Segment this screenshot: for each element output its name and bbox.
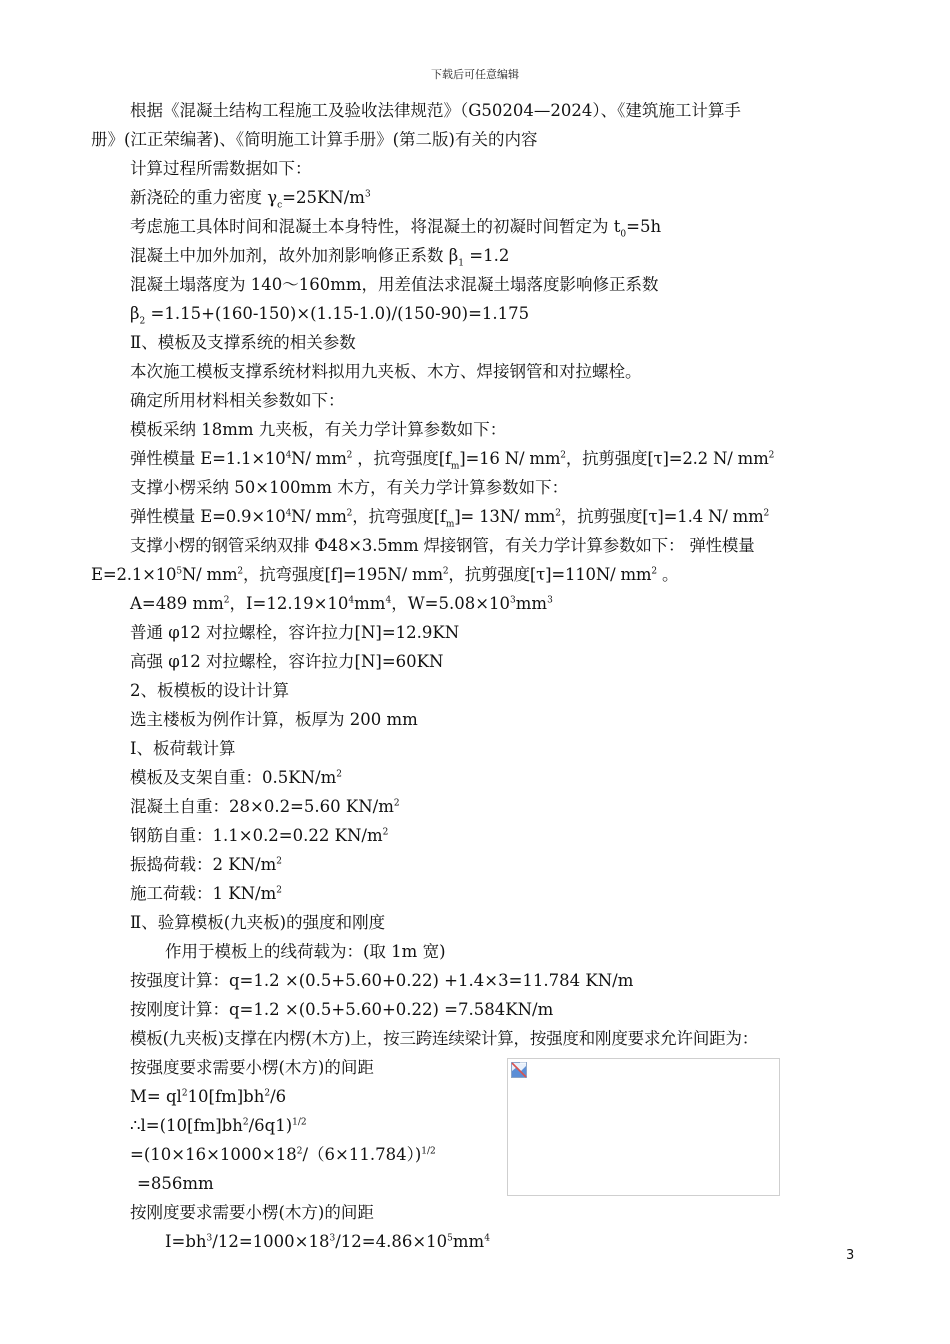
superscript: 4 — [285, 450, 292, 461]
image-placeholder — [507, 1058, 780, 1196]
paragraph-line: 高强 φ12 对拉螺栓，容许拉力[N]=60KN — [130, 652, 444, 671]
subscript: 2 — [139, 316, 146, 327]
text-run: mm — [354, 594, 386, 613]
superscript: 3 — [364, 189, 371, 200]
text-run: ，抗剪强度[τ]=110N/ mm — [448, 565, 652, 584]
superscript: 4 — [285, 508, 292, 519]
text-run: 考虑施工具体时间和混凝土本身特性，将混凝土的初凝时间暂定为 t — [130, 217, 621, 236]
section-heading: Ⅱ、验算模板(九夹板)的强度和刚度 — [130, 913, 386, 932]
text-run: /6q1) — [248, 1116, 293, 1135]
superscript: 2 — [242, 1117, 249, 1128]
paragraph-line — [91, 241, 871, 270]
text-run: ，抗弯强度[f]=195N/ mm — [242, 565, 443, 584]
text-run: ]=16 N/ mm — [459, 449, 561, 468]
superscript: 3 — [510, 595, 516, 606]
superscript: 2 — [276, 856, 282, 867]
text-run: 钢筋自重：1.1×0.2=0.22 KN/m — [130, 826, 383, 845]
paragraph-line — [91, 589, 871, 618]
text-run: /6 — [270, 1087, 287, 1106]
text-run: /12=1000×18 — [212, 1232, 330, 1251]
paragraph-line: 按刚度计算：q=1.2 ×(0.5+5.60+0.22) =7.584KN/m — [130, 1000, 554, 1019]
text-run: ∴l=(10[fm]bh — [130, 1116, 243, 1135]
paragraph-line — [91, 560, 871, 589]
text-run: A=489 mm — [130, 594, 224, 613]
text-run: mm — [452, 1232, 485, 1251]
superscript: 4 — [385, 595, 392, 606]
paragraph-line — [91, 183, 871, 212]
superscript: 2 — [393, 798, 400, 809]
paragraph-line: 确定所用材料相关参数如下： — [130, 391, 345, 410]
paragraph-line: 混凝土塌落度为 140～160mm，用差值法求混凝土塌落度影响修正系数 — [130, 275, 659, 294]
superscript: 3 — [547, 595, 553, 606]
superscript: 1/2 — [292, 1117, 307, 1128]
superscript: 2 — [276, 885, 282, 896]
superscript: 2 — [346, 450, 353, 461]
paragraph-line: 按刚度要求需要小楞(木方)的间距 — [130, 1203, 374, 1222]
superscript: 2 — [555, 508, 561, 519]
text-run: 弹性模量 E=1.1×10 — [130, 449, 286, 468]
paragraph-line: 支撑小楞的钢管采纳双排 Φ48×3.5mm 焊接钢管，有关力学计算参数如下： 弹性模量 — [130, 536, 755, 555]
text-run: mm — [515, 594, 548, 613]
paragraph-line: 按强度计算：q=1.2 ×(0.5+5.60+0.22) +1.4×3=11.784 KN/m — [130, 971, 634, 990]
paragraph-line: 根据《混凝土结构工程施工及验收法律规范》（G50204—2024）、《建筑施工计算手 — [130, 101, 741, 120]
paragraph-line — [91, 792, 871, 821]
section-heading: Ⅱ、模板及支撑系统的相关参数 — [130, 333, 356, 352]
superscript: 2 — [560, 450, 566, 461]
page-number: 3 — [846, 1248, 855, 1263]
text-run: 施工荷载：1 KN/m — [130, 884, 277, 903]
text-run: N/ mm — [181, 565, 238, 584]
superscript: 1/2 — [421, 1146, 436, 1157]
paragraph-line — [91, 444, 871, 473]
paragraph-line: 册》(江正荣编著)、《简明施工计算手册》(第二版)有关的内容 — [91, 130, 538, 149]
text-run: ，抗剪强度[τ]=2.2 N/ mm — [565, 449, 769, 468]
subscript: m — [450, 461, 460, 472]
text-run: =25KN/m — [282, 188, 365, 207]
paragraph-line: 普通 φ12 对拉螺栓，容许拉力[N]=12.9KN — [130, 623, 460, 642]
text-run: ，抗剪强度[τ]=1.4 N/ mm — [560, 507, 764, 526]
text-run: I=bh — [165, 1232, 207, 1251]
paragraph-line: 计算过程所需数据如下： — [130, 159, 312, 178]
superscript: 2 — [763, 508, 770, 519]
broken-image-icon — [511, 1062, 527, 1078]
superscript: 2 — [264, 1088, 271, 1099]
paragraph-line — [91, 299, 871, 328]
superscript: 2 — [651, 566, 657, 577]
superscript: 2 — [223, 595, 230, 606]
text-run: β — [130, 304, 140, 323]
text-run: ，W=5.08×10 — [391, 594, 511, 613]
paragraph-line: 模板采纳 18mm 九夹板，有关力学计算参数如下： — [130, 420, 507, 439]
superscript: 2 — [346, 508, 353, 519]
paragraph-line: 作用于模板上的线荷载为：(取 1m 宽) — [165, 942, 446, 961]
superscript: 2 — [237, 566, 243, 577]
text-run: 模板及支架自重：0.5KN/m — [130, 768, 337, 787]
superscript: 4 — [348, 595, 355, 606]
paragraph-line — [91, 502, 871, 531]
subscript: 0 — [620, 229, 627, 240]
superscript: 2 — [382, 827, 389, 838]
subscript: 1 — [458, 258, 465, 269]
text-run: =5h — [626, 217, 662, 236]
text-run: 10[fm]bh — [187, 1087, 265, 1106]
formula-line: =856mm — [137, 1174, 214, 1193]
paragraph-line: 支撑小楞采纳 50×100mm 木方，有关力学计算参数如下： — [130, 478, 569, 497]
paragraph-line — [91, 821, 871, 850]
paragraph-line — [91, 879, 871, 908]
superscript: 2 — [768, 450, 775, 461]
paragraph-line — [91, 850, 871, 879]
text-run: ]= 13N/ mm — [454, 507, 556, 526]
subscript: c — [277, 200, 283, 211]
text-run: 混凝土中加外加剂，故外加剂影响修正系数 β — [130, 246, 459, 265]
text-run: =1.15+(160-150)×(1.15-1.0)/(150-90)=1.175 — [145, 304, 530, 323]
superscript: 2 — [442, 566, 449, 577]
paragraph-line: 模板(九夹板)支撑在内楞(木方)上，按三跨连续梁计算，按强度和刚度要求允许间距为： — [130, 1029, 759, 1048]
text-run: 弹性模量 E=0.9×10 — [130, 507, 286, 526]
section-heading: Ⅰ、板荷载计算 — [130, 739, 236, 758]
paragraph-line: 本次施工模板支撑系统材料拟用九夹板、木方、焊接钢管和对拉螺栓。 — [130, 362, 642, 381]
section-heading: 2、板模板的设计计算 — [130, 681, 289, 700]
text-run: ，I=12.19×10 — [229, 594, 349, 613]
text-run: 新浇砼的重力密度 γ — [130, 188, 278, 207]
text-run: M= ql — [130, 1087, 182, 1106]
superscript: 3 — [329, 1233, 336, 1244]
superscript: 3 — [206, 1233, 213, 1244]
text-run: E=2.1×10 — [91, 565, 177, 584]
subscript: m — [445, 519, 455, 530]
text-run: /（6×11.784）) — [302, 1145, 422, 1164]
superscript: 5 — [176, 566, 182, 577]
superscript: 5 — [447, 1233, 453, 1244]
superscript: 2 — [336, 769, 342, 780]
formula-line — [91, 1227, 871, 1256]
paragraph-line — [91, 212, 871, 241]
page-header: 下载后可任意编辑 — [431, 68, 519, 81]
text-run: 混凝土自重：28×0.2=5.60 KN/m — [130, 797, 394, 816]
text-run: /12=4.86×10 — [335, 1232, 448, 1251]
text-run: ，抗弯强度[f — [352, 507, 446, 526]
paragraph-line — [91, 763, 871, 792]
paragraph-line: 选主楼板为例作计算，板厚为 200 mm — [130, 710, 418, 729]
text-run: =1.2 — [464, 246, 510, 265]
superscript: 2 — [181, 1088, 188, 1099]
superscript: 4 — [484, 1233, 490, 1244]
text-run: N/ mm — [291, 449, 347, 468]
text-run: 。 — [656, 565, 679, 584]
text-run: 振捣荷载：2 KN/m — [130, 855, 277, 874]
text-run: =(10×16×1000×18 — [130, 1145, 297, 1164]
superscript: 2 — [296, 1146, 303, 1157]
text-run: N/ mm — [291, 507, 347, 526]
paragraph-line: 按强度要求需要小楞(木方)的间距 — [130, 1058, 374, 1077]
text-run: ，抗弯强度[f — [352, 449, 451, 468]
